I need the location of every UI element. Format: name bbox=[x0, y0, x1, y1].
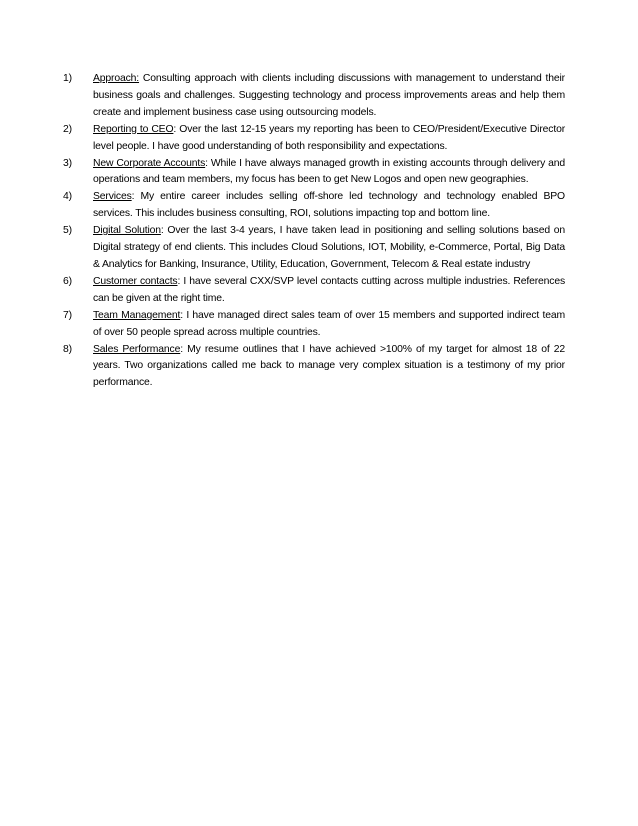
list-number: 1) bbox=[63, 73, 72, 84]
list-number: 4) bbox=[63, 191, 72, 203]
list-text: : Over the last 3-4 years, I have taken lead in positioning and selling solutions based on Digital strategy of end clients. This includes Cloud Solutions, IOT, Mobility, e-Commerce, Portal, Big Data & Analytics for Banking, Insurance, Utility, Education, Government, Telecom & Real estate industry bbox=[93, 225, 565, 270]
list-number: 8) bbox=[63, 343, 72, 355]
list-text: Consulting approach with clients including discussions with management to understand their business goals and challenges. Suggesting technology and process improvements areas and help them create and implement business case using outsourcing models. bbox=[93, 73, 565, 118]
list-text: : My resume outlines that I have achieved >100% of my target for almost 18 of 22 years. Two organizations called me back to manage very complex situation is a testimony of my prior performance. bbox=[93, 343, 566, 389]
list-item-new-corporate-accounts bbox=[63, 156, 565, 190]
list-number: 7) bbox=[63, 309, 72, 321]
list-number: 2) bbox=[63, 123, 72, 135]
list-number: 3) bbox=[63, 157, 72, 169]
list-text: : I have managed direct sales team of over 15 members and supported indirect team of over 50 people spread across multiple countries. bbox=[93, 309, 565, 338]
list-heading: Approach: bbox=[93, 73, 140, 84]
list-item-sales-performance bbox=[63, 342, 565, 393]
list-heading: Reporting to CEO bbox=[93, 123, 174, 135]
list-heading: Digital Solution bbox=[93, 225, 161, 237]
list-item-reporting-to-ceo bbox=[63, 122, 565, 156]
list-text: : I have several CXX/SVP level contacts cutting across multiple industries. References can be given at the right time. bbox=[93, 275, 566, 304]
list-item-customer-contacts bbox=[63, 274, 565, 308]
list-heading: New Corporate Accounts bbox=[93, 157, 206, 169]
list-item-services bbox=[63, 189, 565, 223]
list-number: 6) bbox=[63, 275, 72, 287]
list-text: : While I have always managed growth in existing accounts through delivery and operations and team members, my focus has been to get New Logos and open new geographies. bbox=[93, 157, 565, 186]
list-heading: Customer contacts bbox=[93, 275, 178, 287]
numbered-list bbox=[63, 71, 565, 392]
list-number: 5) bbox=[63, 225, 72, 237]
list-item-team-management bbox=[63, 308, 565, 342]
list-text: : Over the last 12-15 years my reporting has been to CEO/President/Executive Director level people. I have good understanding of both responsibility and expectations. bbox=[93, 123, 566, 152]
list-heading: Sales Performance bbox=[93, 343, 181, 355]
list-text: : My entire career includes selling off-shore led technology and technology enabled BPO services. This includes business consulting, ROI, solutions impacting top and bottom line. bbox=[93, 191, 565, 220]
list-item-digital-solution bbox=[63, 223, 565, 274]
list-item-approach bbox=[63, 71, 565, 122]
list-heading: Team Management bbox=[93, 309, 181, 321]
list-heading: Services bbox=[93, 191, 132, 203]
